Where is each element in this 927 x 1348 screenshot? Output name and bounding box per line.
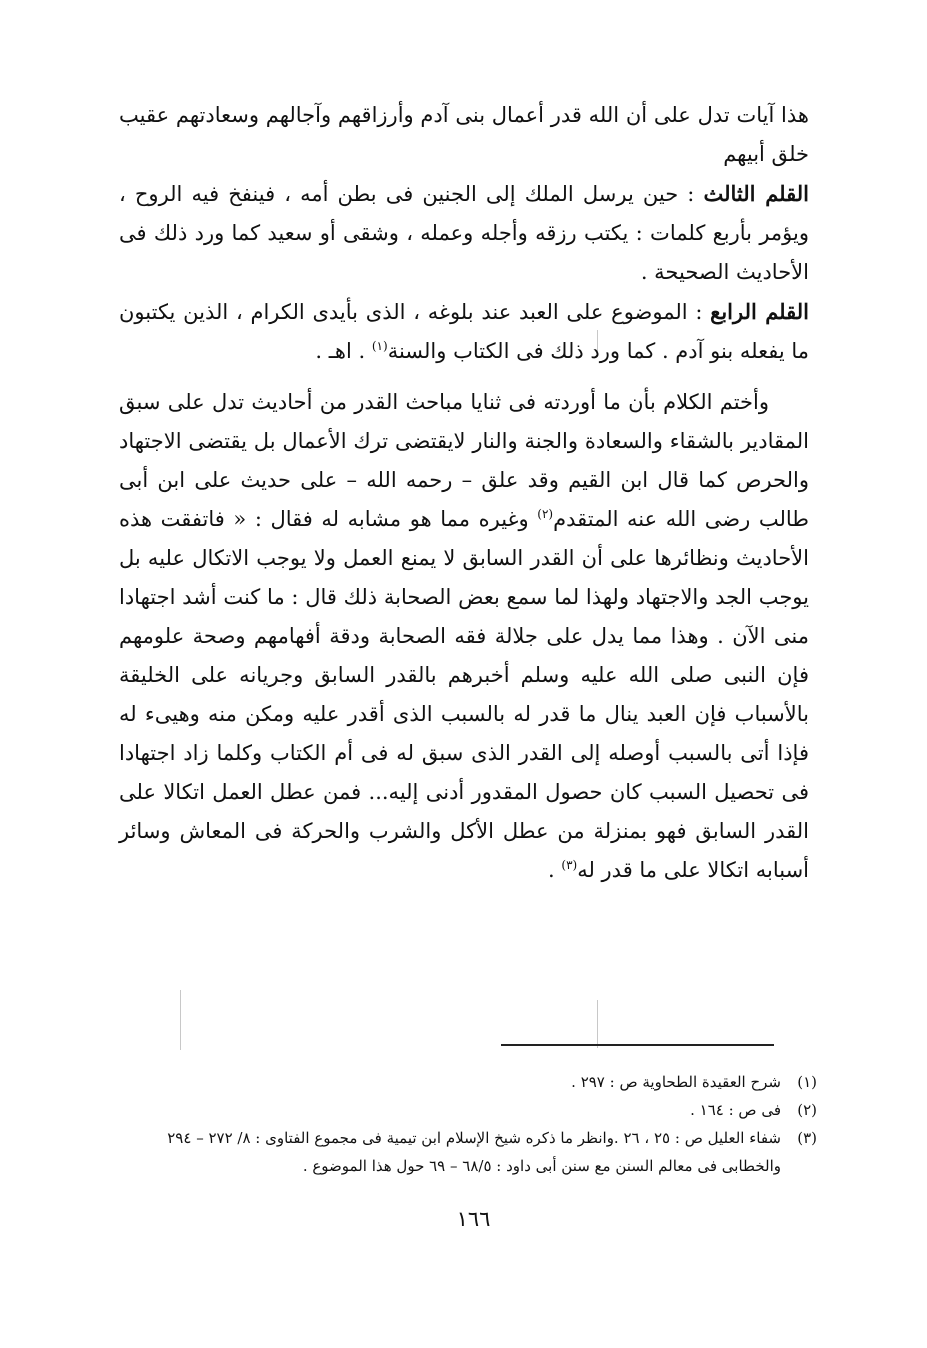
third-pen-heading: القلم الثالث xyxy=(703,181,809,206)
footnote-text: شرح العقيدة الطحاوية ص : ٢٩٧ . xyxy=(571,1073,781,1091)
footnote-item xyxy=(117,1124,817,1180)
footnote-number: (٢) xyxy=(797,1101,817,1119)
paragraph-text: وأختم الكلام بأن ما أوردته فى ثنايا مباحث القدر من أحاديث تدل على سبق المقادير بالشقاء والسعادة والجنة والنار لايقتضى ترك الأعمال بل يقتضى الاجتهاد والحرص كما قال ابن القيم وقد علق – رحمه الله – على حديث على ابن أبى طالب رضى الله عنه المتقدم xyxy=(119,390,809,531)
footnote-ref-2[interactable]: (٢) xyxy=(537,507,554,521)
paragraph-text: وغيره مما هو مشابه له فقال : « فاتفقت هذه الأحاديث ونظائرها على أن القدر السابق لا يمنع العمل ولا يوجب الاتكال عليه بل يوجب الجد والاجتهاد ولهذا لما سمع بعض الصحابة ذلك قال : ما كنت أشد اجتهادا منى الآن . وهذا مما يدل على جلالة فقه الصحابة ودقة أفهامهم وصحة علومهم فإن النبى صلى الله عليه وسلم أخبرهم بالقدر السابق وجريانه على الخليقة بالأسباب فإن العبد ينال ما قدر له بالسبب الذى أقدر عليه ومكن منه وهيىء له فإذا أتى بالسبب أوصله إلى القدر الذى سبق له فى أم الكتاب وكلما زاد اجتهادا فى تحصيل السبب كان حصول المقدور أدنى إليه... فمن عطل العمل اتكالا على القدر السابق فهو بمنزلة من عطل الأكل والشرب والحركة فى المعاش وسائر أسبابه اتكالا على ما قدر له xyxy=(119,507,809,882)
footnote-number: (٣) xyxy=(797,1129,817,1147)
footnote-item xyxy=(117,1068,817,1096)
paragraph-text: . xyxy=(548,858,562,882)
paragraph-conclusion xyxy=(119,383,809,890)
footnote-item xyxy=(117,1096,817,1124)
scan-speck xyxy=(597,1000,598,1048)
scan-speck xyxy=(180,990,181,1050)
footnotes xyxy=(117,1068,817,1180)
paragraph-fourth-pen xyxy=(119,292,809,371)
footnote-ref-3[interactable]: (٣) xyxy=(561,858,578,872)
footnote-divider xyxy=(501,1044,774,1046)
footnote-ref-1[interactable]: (١) xyxy=(371,339,388,353)
main-text xyxy=(119,96,809,890)
paragraph-third-pen xyxy=(119,174,809,292)
page-number: ١٦٦ xyxy=(456,1207,491,1231)
paragraph-text: : الموضوع على العبد عند بلوغه ، الذى بأيدى الكرام ، الذين يكتبون ما يفعله بنو آدم . كما ورد ذلك فى الكتاب والسنة xyxy=(119,300,809,363)
paragraph-intro xyxy=(119,96,809,174)
paragraph-text: : حين يرسل الملك إلى الجنين فى بطن أمه ، فينفخ فيه الروح ، ويؤمر بأربع كلمات : يكتب رزقه وأجله وعمله ، وشقى أو سعيد كما ورد ذلك فى الأحاديث الصحيحة . xyxy=(119,182,809,284)
paragraph-text: . اهـ . xyxy=(315,339,372,363)
footnote-text: شفاء العليل ص : ٢٥ ، ٢٦ .وانظر ما ذكره شيخ الإسلام ابن تيمية فى مجموع الفتاوى : ٨/ ٢٧٢ – ٢٩٤ والخطابى فى معالم السنن مع سنن أبى داود : ٦٨/٥ – ٦٩ حول هذا الموضوع . xyxy=(167,1129,781,1175)
footnote-text: فى ص : ١٦٤ . xyxy=(690,1101,781,1119)
footnote-number: (١) xyxy=(797,1073,817,1091)
fourth-pen-heading: القلم الرابع xyxy=(710,299,809,324)
paragraph-text: هذا آيات تدل على أن الله قدر أعمال بنى آدم وأرزاقهم وآجالهم وسعادتهم عقيب خلق أبيهم xyxy=(119,103,809,166)
